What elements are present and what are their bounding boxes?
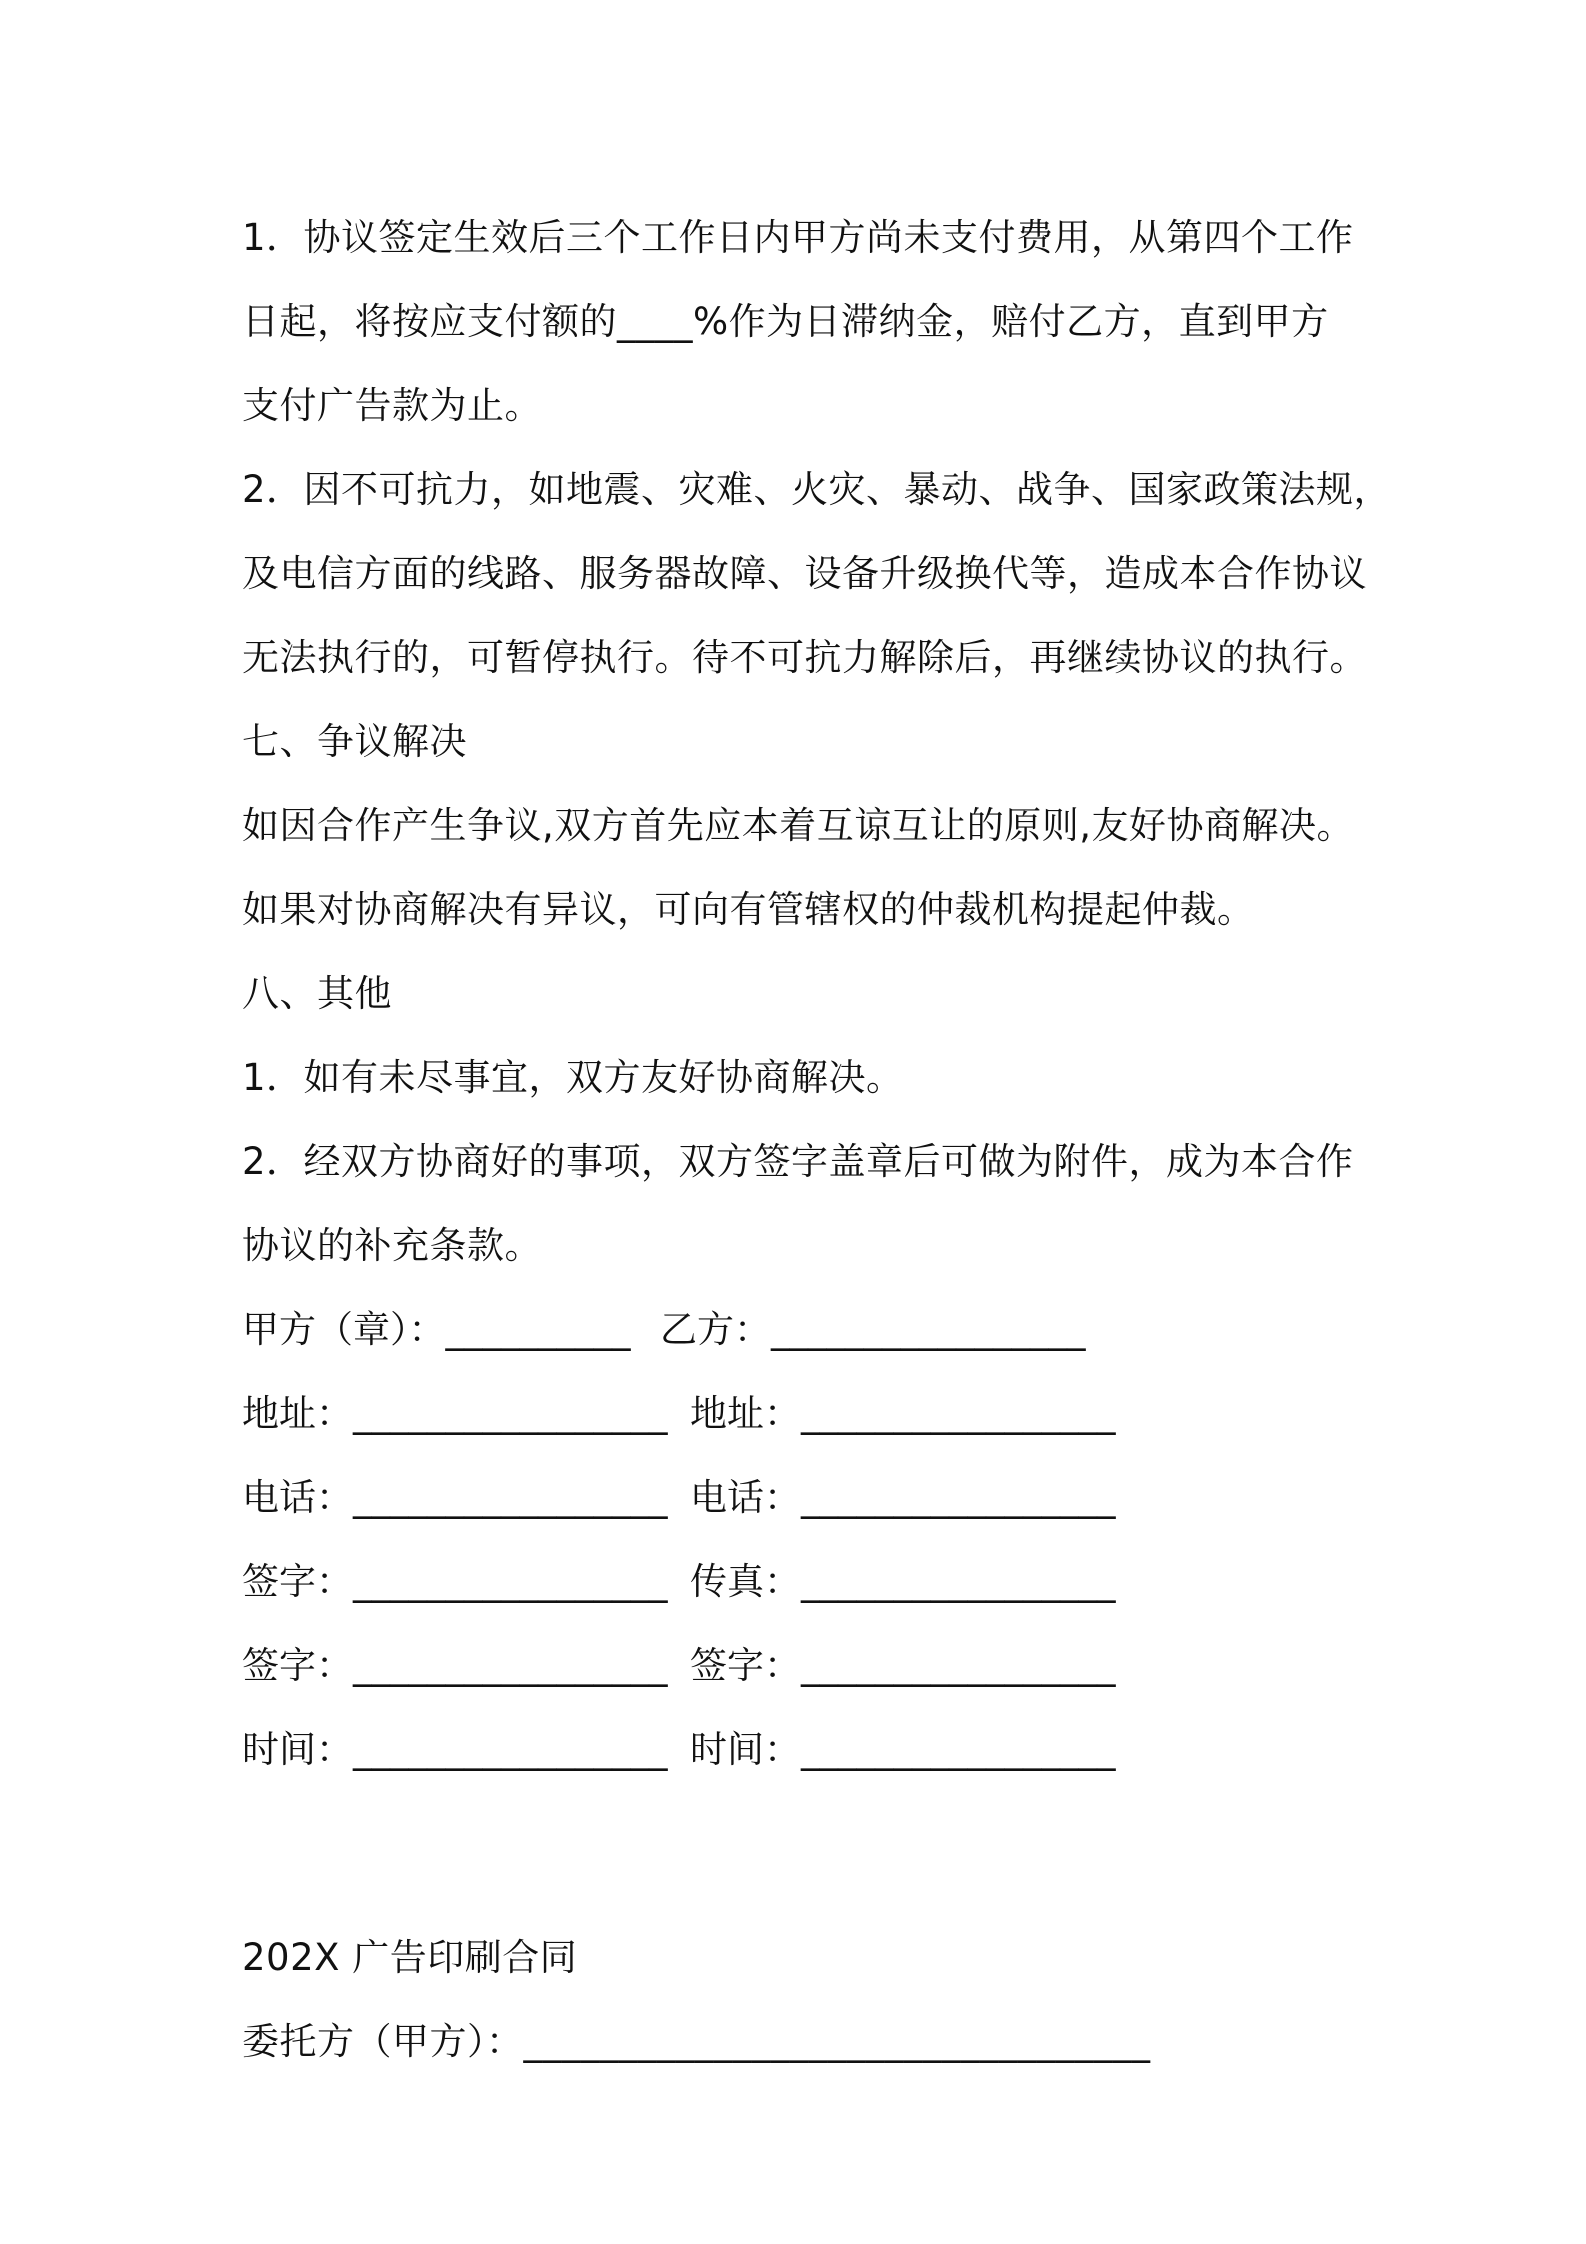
clause-1-line-3: 支付广告款为止。 — [242, 384, 542, 427]
signature-row — [242, 1708, 1382, 1792]
party-b-signature-field: 签字：_________________ — [690, 1644, 1116, 1687]
party-b-field: 乙方：_________________ — [660, 1308, 1086, 1351]
party-a-phone-field: 电话：_________________ — [242, 1476, 668, 1519]
section-spacer — [242, 1792, 1382, 1916]
clause-1-line-2: 日起，将按应支付额的____%作为日滞纳金，赔付乙方，直到甲方 — [242, 300, 1329, 343]
party-a-address-field: 地址：_________________ — [242, 1392, 668, 1435]
dispute-line-2: 如果对协商解决有异议，可向有管辖权的仲裁机构提起仲裁。 — [242, 888, 1255, 931]
clause-2-line-2: 及电信方面的线路、服务器故障、设备升级换代等，造成本合作协议 — [242, 552, 1367, 595]
dispute-line-1: 如因合作产生争议,双方首先应本着互谅互让的原则,友好协商解决。 — [242, 804, 1355, 847]
clause-2-line-1: 2．因不可抗力，如地震、灾难、火灾、暴动、战争、国家政策法规， — [242, 468, 1392, 511]
party-a-seal-field: 甲方（章）：__________ — [242, 1308, 631, 1351]
party-b-fax-field: 传真：_________________ — [690, 1560, 1116, 1603]
signature-row — [242, 1624, 1382, 1708]
section-heading-other: 八、其他 — [242, 972, 392, 1015]
clause-1-line-1: 1．协议签定生效后三个工作日内甲方尚未支付费用，从第四个工作 — [242, 216, 1354, 259]
signature-row — [242, 1540, 1382, 1624]
signature-row — [242, 1288, 1382, 1372]
party-b-date-field: 时间：_________________ — [690, 1728, 1116, 1771]
party-a-signature-field-2: 签字：_________________ — [242, 1644, 668, 1687]
party-b-address-field: 地址：_________________ — [690, 1392, 1116, 1435]
party-a-signature-field: 签字：_________________ — [242, 1560, 668, 1603]
client-party-a-field: 委托方（甲方）：_________________________________ — [242, 2020, 1151, 2063]
next-contract-title: 202X 广告印刷合同 — [242, 1936, 578, 1979]
party-b-phone-field: 电话：_________________ — [690, 1476, 1116, 1519]
other-clause-1: 1．如有未尽事宜，双方友好协商解决。 — [242, 1056, 904, 1099]
party-a-date-field: 时间：_________________ — [242, 1728, 668, 1771]
document-body — [242, 196, 1392, 2084]
section-heading-dispute: 七、争议解决 — [242, 720, 467, 763]
other-clause-2-line-2: 协议的补充条款。 — [242, 1224, 542, 1267]
signature-block — [242, 1288, 1382, 1792]
signature-row — [242, 1456, 1382, 1540]
other-clause-2-line-1: 2．经双方协商好的事项，双方签字盖章后可做为附件，成为本合作 — [242, 1140, 1354, 1183]
signature-row — [242, 1372, 1382, 1456]
clause-2-line-3: 无法执行的，可暂停执行。待不可抗力解除后，再继续协议的执行。 — [242, 636, 1367, 679]
